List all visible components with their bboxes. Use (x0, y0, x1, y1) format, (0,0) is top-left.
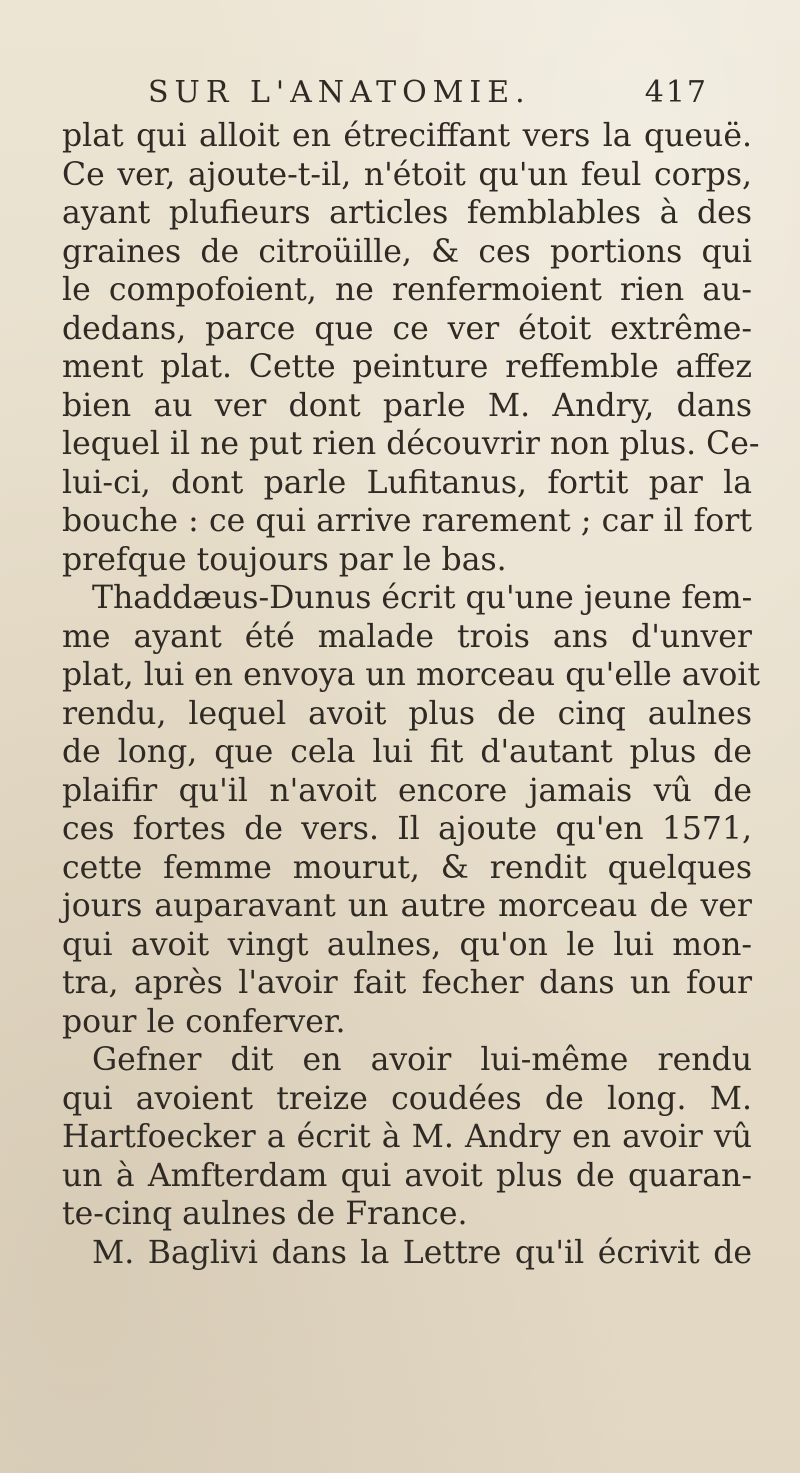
text-line: de long, que cela lui fit d'autant plus de (62, 734, 752, 770)
text-line: Gefner dit en avoir lui-même rendu (92, 1042, 752, 1078)
text-line: qui avoient treize coudées de long. M. (62, 1080, 752, 1117)
text-line: graines de citroüille, & ces portions qui (62, 233, 752, 270)
text-line: cette femme mourut, & rendit quelques (62, 849, 752, 886)
text-line: te-cinq aulnes de France. (62, 1196, 468, 1232)
text-line: lequel il ne put rien découvrir non plus. Ce- (62, 426, 760, 462)
text-line: tra, après l'avoir fait fecher dans un four (62, 965, 752, 1001)
text-line: jours auparavant un autre morceau de ver (62, 888, 752, 924)
text-line: ces fortes de vers. Il ajoute qu'en 1571, (62, 811, 752, 847)
text-line: plat, lui en envoya un morceau qu'elle avoit (62, 657, 761, 693)
text-line: lui-ci, dont parle Lufitanus, fortit par la (62, 464, 752, 501)
text-line: Ce ver, ajoute-t-il, n'étoit qu'un feul corps, (62, 156, 752, 193)
text-line: bouche : ce qui arrive rarement ; car il fort (62, 503, 752, 539)
text-line: rendu, lequel avoit plus de cinq aulnes (62, 695, 752, 732)
body-text (62, 117, 761, 1272)
text-line: M. Baglivi dans la Lettre qu'il écrivit de (92, 1234, 752, 1271)
text-line: qui avoit vingt aulnes, qu'on le lui mon- (62, 926, 752, 963)
text-line: le compofoient, ne renfermoient rien au- (62, 272, 752, 308)
text-line: un à Amfterdam qui avoit plus de quaran- (62, 1157, 752, 1194)
text-line: dedans, parce que ce ver étoit extrême- (62, 310, 752, 347)
text-line: me ayant été malade trois ans d'unver (62, 618, 752, 655)
text-line: Hartfoecker a écrit à M. Andry en avoir vû (62, 1119, 752, 1155)
text-line: prefque toujours par le bas. (62, 541, 507, 578)
text-line: plat qui alloit en étreciffant vers la queuë. (62, 118, 752, 154)
page-header (148, 72, 708, 112)
running-head: SUR L'ANATOMIE. (148, 74, 531, 110)
text-line: bien au ver dont parle M. Andry, dans (62, 387, 752, 424)
text-line: ayant plufieurs articles femblables à des (62, 195, 752, 231)
text-line: Thaddæus-Dunus écrit qu'une jeune fem- (92, 580, 753, 616)
text-line: pour le conferver. (62, 1003, 346, 1040)
text-line: ment plat. Cette peinture reffemble affez (62, 349, 752, 385)
text-line: plaifir qu'il n'avoit encore jamais vû de (62, 772, 752, 809)
page-number: 417 (644, 74, 708, 110)
